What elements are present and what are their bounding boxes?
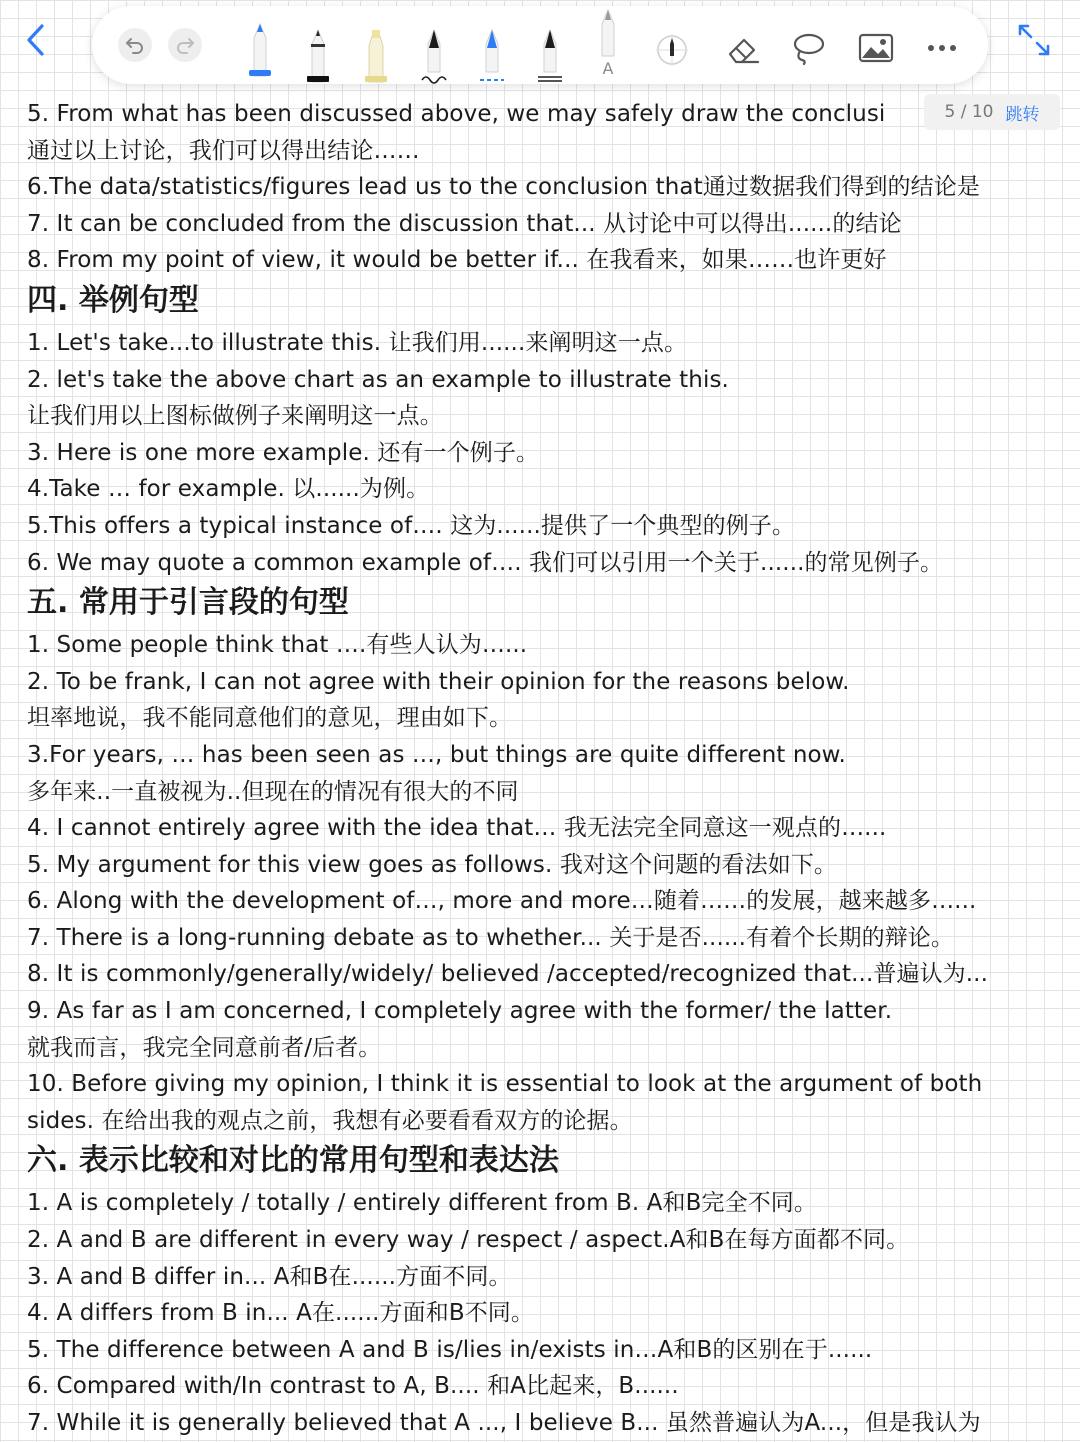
text-line: 4. I cannot entirely agree with the idea that… 我无法完全同意这一观点的…...: [27, 815, 887, 842]
drawing-toolbar: [92, 6, 988, 84]
text-line: 6. Along with the development of…, more and more…随着……的发展，越来越多…...: [27, 888, 977, 915]
text-line: 6. Compared with/In contrast to A, B.... 和A比起来，B......: [27, 1373, 679, 1400]
section-heading: 四. 举例句型: [27, 282, 199, 318]
text-line: 3.For years, … has been seen as …, but things are quite different now.: [27, 741, 846, 768]
text-line: 坦率地说，我不能同意他们的意见，理由如下。: [27, 705, 513, 732]
page-jump-link[interactable]: 跳转: [1005, 104, 1040, 125]
laser-pointer-tool[interactable]: [652, 10, 692, 86]
pencil-tool[interactable]: [298, 10, 338, 86]
back-icon[interactable]: [20, 18, 56, 62]
section-heading: 五. 常用于引言段的句型: [27, 585, 349, 621]
text-line: 1. A is completely / totally / entirely different from B. A和B完全不同。: [27, 1190, 817, 1217]
black-pen-tool[interactable]: [530, 10, 570, 86]
text-line: 1. Some people think that ….有些人认为…...: [27, 632, 528, 659]
text-line: 5.This offers a typical instance of…. 这为......提供了一个典型的例子。: [27, 512, 795, 539]
text-line: 3. Here is one more example. 还有一个例子。: [27, 439, 540, 466]
text-line: 5. My argument for this view goes as follows. 我对这个问题的看法如下。: [27, 851, 838, 878]
text-line: 通过以上讨论，我们可以得出结论……: [27, 137, 420, 164]
image-icon[interactable]: [856, 28, 896, 68]
text-line: 5. The difference between A and B is/lies in/exists in…A和B的区别在于......: [27, 1336, 873, 1363]
text-line: 让我们用以上图标做例子来阐明这一点。: [27, 403, 443, 430]
text-line: 4.Take … for example. 以......为例。: [27, 476, 430, 503]
text-line: 7. While it is generally believed that A ..., I believe B... 虽然普遍认为A...，但是我认为: [27, 1410, 981, 1436]
text-line: 9. As far as I am concerned, I completely agree with the former/ the latter.: [27, 998, 893, 1025]
page-number: 5 / 10: [944, 102, 994, 122]
page-indicator[interactable]: [924, 94, 1060, 130]
text-line: 多年来..一直被视为..但现在的情况有很大的不同: [27, 778, 519, 805]
svg-text:A: A: [602, 59, 614, 78]
text-line: 2. A and B are different in every way / respect / aspect.A和B在每方面都不同。: [27, 1227, 910, 1254]
redo-icon[interactable]: [168, 28, 202, 62]
text-line: 10. Before giving my opinion, I think it is essential to look at the argument of both: [27, 1071, 983, 1098]
text-line: 4. A differs from B in... A在......方面和B不同。: [27, 1300, 534, 1327]
text-line: 3. A and B differ in... A和B在......方面不同。: [27, 1263, 512, 1290]
section-heading: 六. 表示比较和对比的常用句型和表达法: [27, 1143, 559, 1179]
text-line: 7. There is a long-running debate as to whether... 关于是否......有着个长期的辩论。: [27, 924, 954, 951]
text-line: 1. Let's take...to illustrate this. 让我们用......来阐明这一点。: [27, 329, 688, 356]
black-pen-wavy-tool[interactable]: [414, 10, 454, 86]
blue-pen-tool[interactable]: [240, 6, 280, 82]
undo-icon[interactable]: [118, 28, 152, 62]
text-line: 6.The data/statistics/figures lead us to the conclusion that通过数据我们得到的结论是: [27, 174, 980, 201]
text-line: 8. From my point of view, it would be better if... 在我看来，如果……也许更好: [27, 247, 887, 274]
text-pencil-tool[interactable]: [588, 6, 628, 82]
text-line: 2. let's take the above chart as an example to illustrate this.: [27, 366, 729, 393]
expand-icon[interactable]: [1014, 20, 1054, 60]
text-line: 就我而言，我完全同意前者/后者。: [27, 1034, 382, 1061]
text-line: 8. It is commonly/generally/widely/ believed /accepted/recognized that...普遍认为...: [27, 961, 989, 988]
eraser-icon[interactable]: [724, 28, 764, 68]
text-line: sides. 在给出我的观点之前，我想有必要看看双方的论据。: [27, 1107, 633, 1134]
text-line: 5. From what has been discussed above, we may safely draw the conclusi: [27, 101, 886, 127]
blue-pen-dashed-tool[interactable]: [472, 10, 512, 86]
text-line: 2. To be frank, I can not agree with their opinion for the reasons below.: [27, 668, 850, 695]
text-line: 7. It can be concluded from the discussion that... 从讨论中可以得出......的结论: [27, 210, 902, 237]
lasso-icon[interactable]: [788, 28, 828, 68]
text-line: 6. We may quote a common example of…. 我们可以引用一个关于......的常见例子。: [27, 549, 944, 576]
highlighter-tool[interactable]: [356, 10, 396, 86]
note-page-content: [27, 96, 1067, 1442]
more-icon[interactable]: [922, 28, 962, 68]
